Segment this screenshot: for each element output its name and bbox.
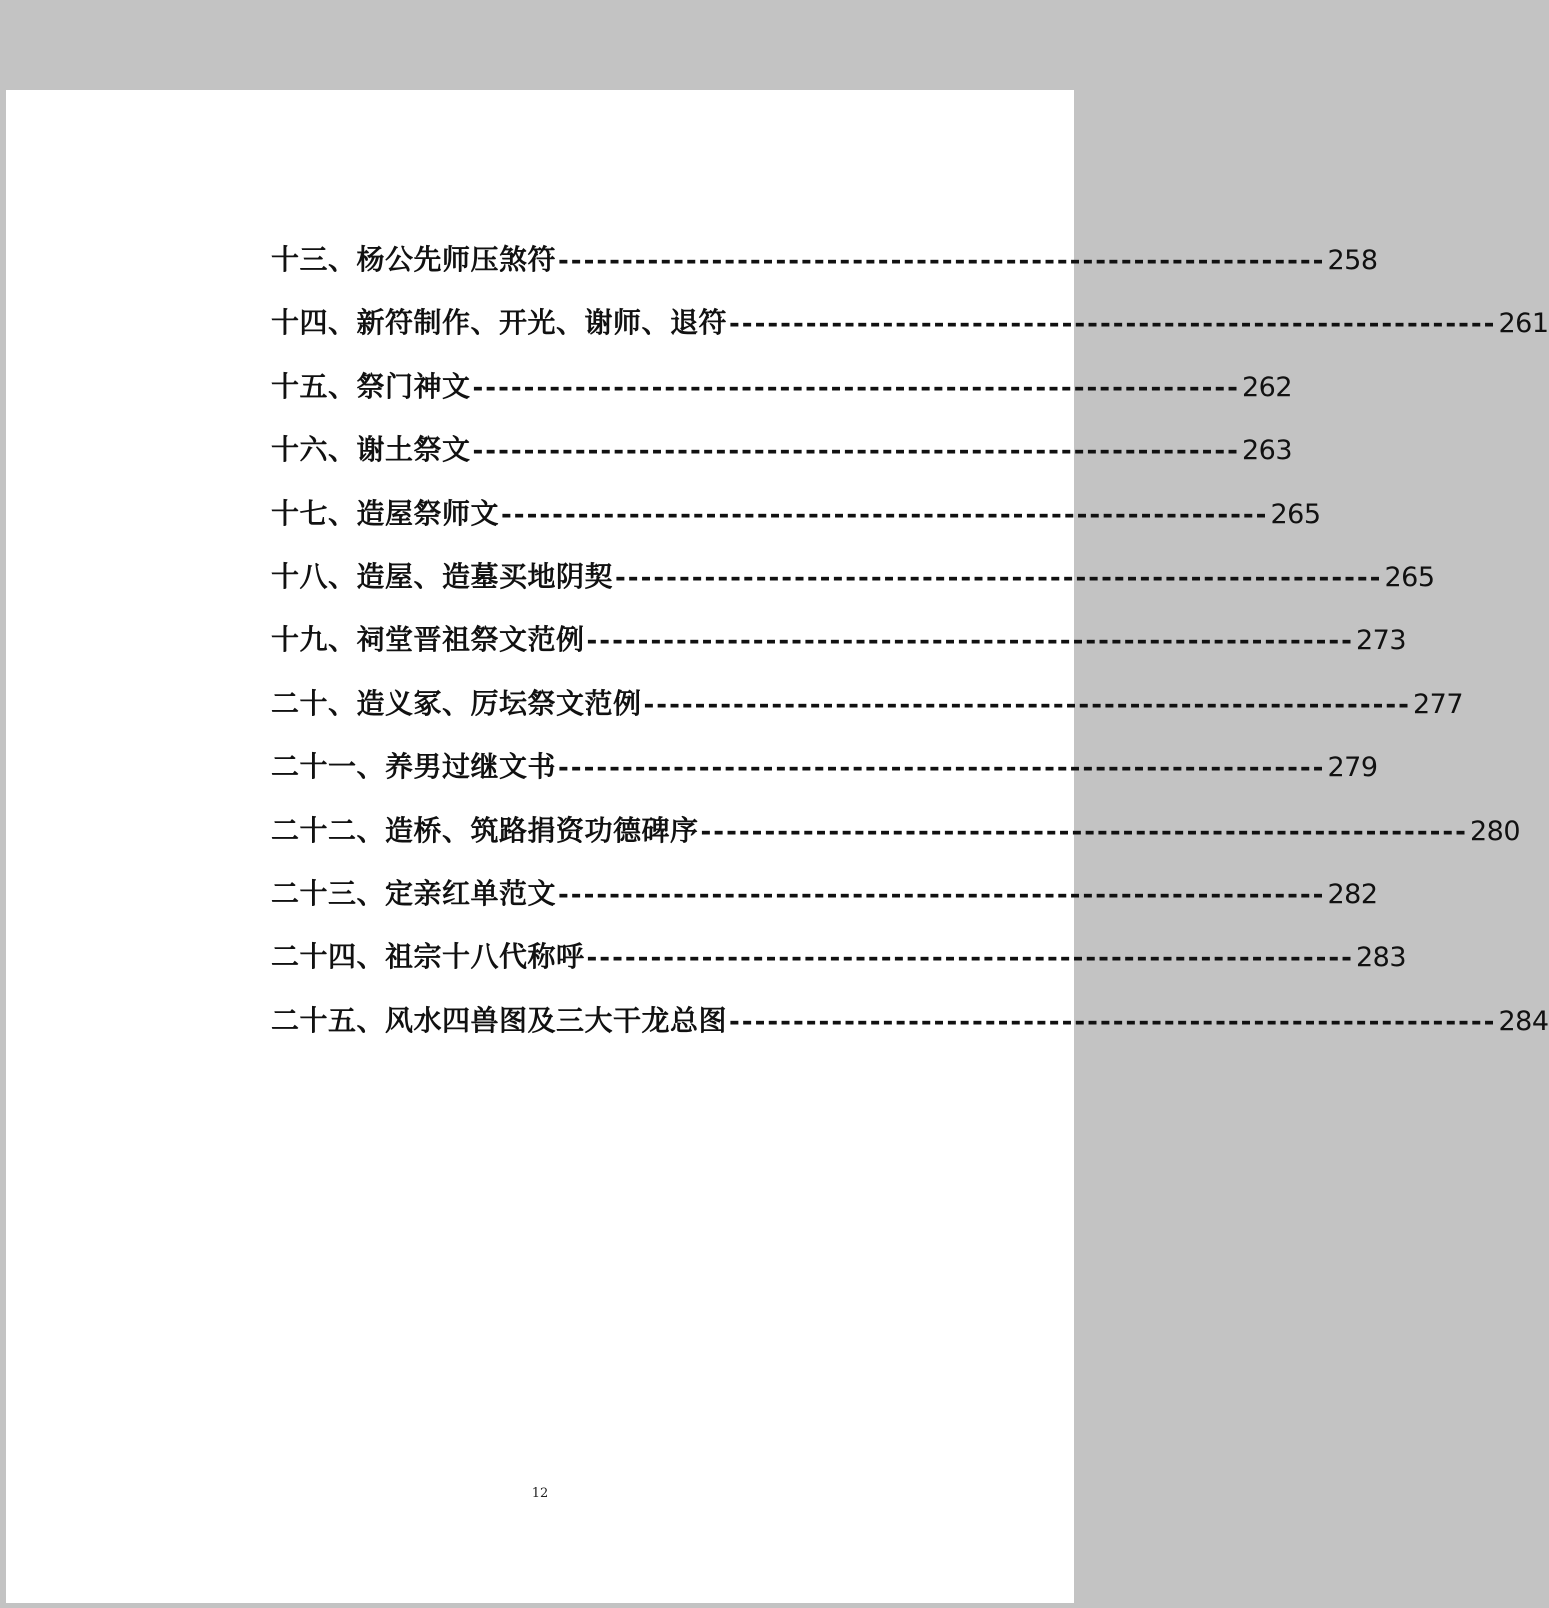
toc-entry [271, 418, 1293, 481]
toc-entry [271, 228, 1378, 291]
toc-dot-leader: ------------------------------------------------------------ [586, 626, 1354, 657]
toc-entry-title: 二十一、养男过继文书 [271, 750, 557, 784]
toc-entry-page: 284 [1498, 1005, 1549, 1037]
toc-entry-page: 280 [1469, 815, 1521, 847]
toc-entry-page: 282 [1327, 878, 1378, 910]
toc-entry-page: 277 [1412, 688, 1464, 720]
toc-entry-title: 二十四、祖宗十八代称呼 [271, 940, 585, 974]
toc-dot-leader: ------------------------------------------------------------ [558, 246, 1326, 276]
toc-dot-leader: ------------------------------------------------------------ [729, 309, 1497, 340]
toc-entry-title: 二十二、造桥、筑路捐资功德碑序 [271, 813, 699, 847]
toc-dot-leader: ------------------------------------------------------------ [729, 1006, 1497, 1037]
toc-entry-title: 二十三、定亲红单范文 [271, 876, 557, 910]
toc-entry [271, 545, 1435, 608]
toc-entry [271, 862, 1378, 925]
toc-entry-title: 十九、祠堂晋祖祭文范例 [271, 623, 585, 657]
toc-entry [271, 735, 1378, 798]
toc-entry [271, 989, 1549, 1052]
toc-entry-page: 273 [1355, 625, 1407, 657]
table-of-contents [271, 228, 1549, 1052]
toc-entry [271, 608, 1407, 671]
toc-entry-page: 265 [1384, 561, 1435, 593]
toc-entry-title: 十五、祭门神文 [271, 369, 471, 403]
toc-entry-page: 283 [1355, 942, 1407, 974]
toc-entry-page: 261 [1498, 308, 1549, 340]
toc-dot-leader: ------------------------------------------------------------ [472, 372, 1240, 403]
toc-entry [271, 355, 1293, 418]
page-number: 12 [531, 1486, 549, 1501]
toc-entry-title: 十七、造屋祭师文 [271, 496, 500, 530]
document-page [6, 90, 1549, 1603]
toc-entry-title: 十八、造屋、造墓买地阴契 [271, 559, 614, 593]
toc-entry-page: 262 [1241, 371, 1293, 403]
toc-dot-leader: ------------------------------------------------------------ [558, 879, 1326, 910]
toc-dot-leader: ------------------------------------------------------------ [472, 436, 1240, 467]
toc-entry-page: 265 [1270, 498, 1321, 530]
toc-dot-leader: ------------------------------------------------------------ [700, 816, 1468, 847]
toc-entry-title: 十六、谢土祭文 [271, 433, 471, 467]
toc-dot-leader: ------------------------------------------------------------ [558, 753, 1326, 784]
toc-dot-leader: ------------------------------------------------------------ [586, 943, 1354, 974]
toc-entry-title: 二十五、风水四兽图及三大干龙总图 [271, 1003, 728, 1037]
toc-entry-title: 二十、造义冢、厉坛祭文范例 [271, 686, 642, 720]
toc-entry-page: 258 [1327, 245, 1378, 276]
toc-entry-page: 279 [1327, 752, 1378, 784]
toc-entry [271, 925, 1407, 988]
toc-dot-leader: ------------------------------------------------------------ [643, 689, 1411, 720]
toc-entry [271, 799, 1521, 862]
toc-dot-leader: ------------------------------------------------------------ [501, 499, 1269, 530]
toc-entry-title: 十四、新符制作、开光、谢师、退符 [271, 306, 728, 340]
toc-entry [271, 291, 1549, 354]
toc-entry-title: 十三、杨公先师压煞符 [271, 243, 557, 276]
toc-dot-leader: ------------------------------------------------------------ [615, 562, 1383, 593]
toc-entry [271, 482, 1321, 545]
toc-entry-page: 263 [1241, 435, 1293, 467]
toc-entry [271, 672, 1464, 735]
